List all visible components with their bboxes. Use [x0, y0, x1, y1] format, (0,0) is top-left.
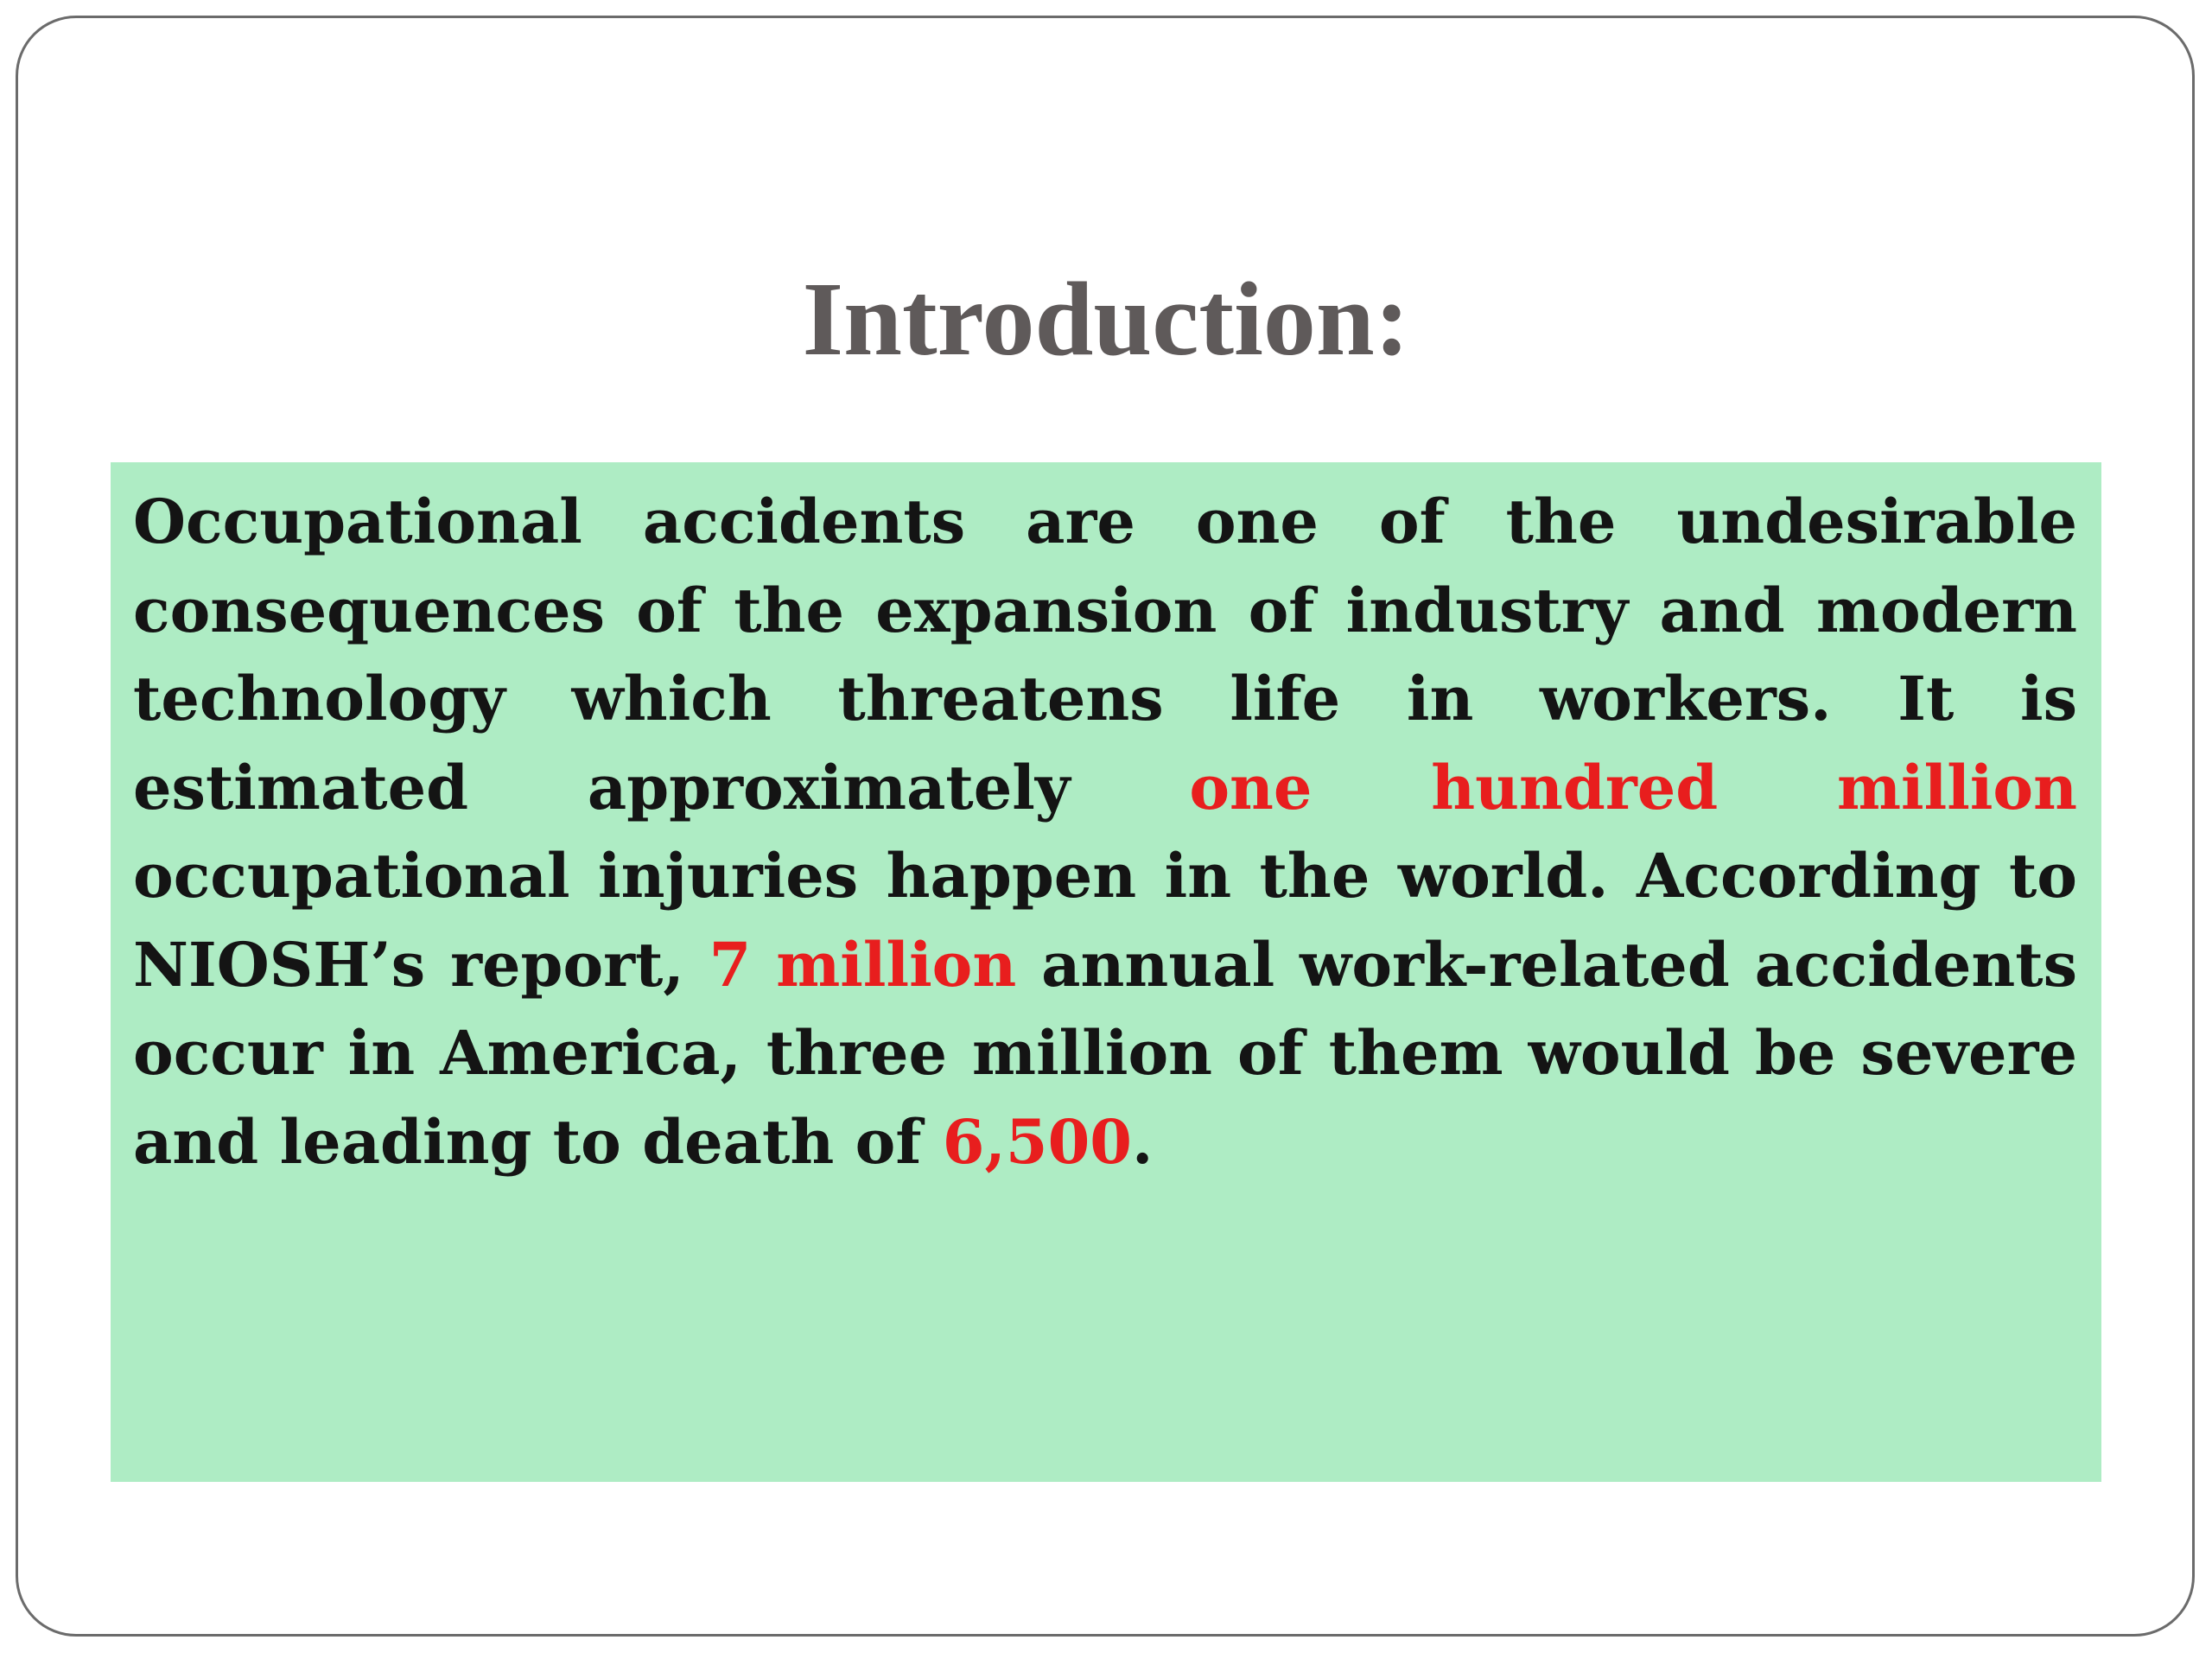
body-text-part-2: occupational injuries happen in the world. According to NIOSH’s report, — [133, 840, 2077, 1001]
highlight-7-million: 7 million — [709, 928, 1017, 1001]
highlight-one-hundred-million: one hundred million — [1189, 751, 2077, 823]
highlight-6500: 6,500 — [942, 1105, 1132, 1178]
body-text-part-1: Occupational accidents are one of the undesirable consequences of the expansion of industry and modern technology which threatens life in workers. It is estimated approximately — [133, 486, 2077, 823]
body-text-part-3: annual work-related accidents occur in America, three million of them would be severe and leading to death of — [133, 928, 2077, 1178]
body-text-period: . — [1132, 1105, 1154, 1178]
content-box — [111, 462, 2101, 1482]
slide-title: Introduction: — [802, 261, 1410, 378]
body-paragraph — [133, 478, 2077, 1186]
